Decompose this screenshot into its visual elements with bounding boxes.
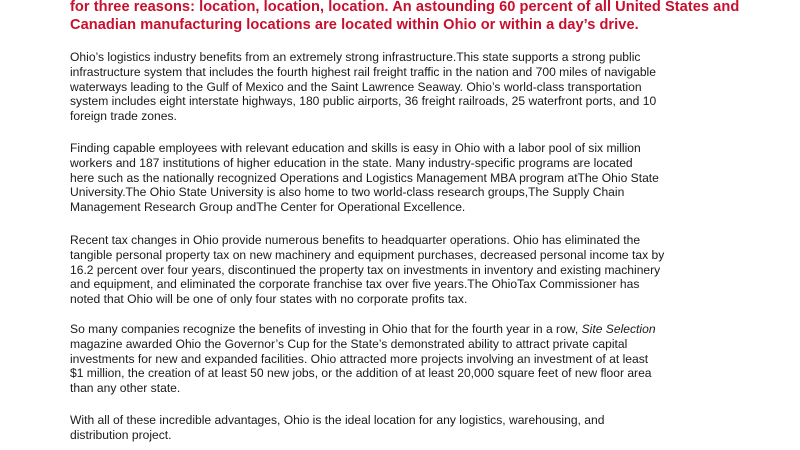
text-segment: So many companies recognize the benefits of investing in Ohio that for the fourth year in a row,	[70, 322, 582, 336]
text-line: distribution project.	[70, 427, 172, 442]
text-line: $1 million, the creation of at least 50 new jobs, or the addition of at least 20,000 square feet of new floor area	[70, 366, 652, 381]
text-line: 16.2 percent over four years, discontinued the property tax on investments in inventory and existing machinery	[70, 262, 661, 277]
text-line: With all of these incredible advantages, Ohio is the ideal location for any logistics, warehousing, and	[70, 413, 605, 427]
text-line: tangible personal property tax on new machinery and equipment purchases, decreased personal income tax by	[70, 247, 665, 262]
text-line: and equipment, and eliminated the corporate franchise tax over five years.The OhioTax Commissioner has	[70, 277, 640, 292]
paragraph-infrastructure	[70, 50, 760, 124]
text-line: foreign trade zones.	[70, 109, 177, 124]
text-line: system includes eight interstate highways, 180 public airports, 36 freight railroads, 25 waterfront ports, and 10	[70, 94, 657, 109]
text-line: University.The Ohio State University is also home to two world-class research groups,The Supply Chain	[70, 185, 625, 200]
text-line: noted that Ohio will be one of only four states with no corporate profits tax.	[70, 292, 468, 307]
text-line	[70, 322, 760, 337]
paragraph-taxes	[70, 233, 760, 307]
paragraph-workforce	[70, 141, 760, 215]
lead-line: Canadian manufacturing locations are located within Ohio or within a day’s drive.	[70, 17, 639, 33]
text-line: Finding capable employees with relevant education and skills is easy in Ohio with a labor pool of six million	[70, 141, 641, 155]
text-line: Ohio’s logistics industry benefits from an extremely strong infrastructure.This state supports a strong public	[70, 50, 641, 64]
text-line: investments for new and expanded facilities. Ohio attracted more projects involving an investment of at least	[70, 351, 649, 366]
text-line: than any other state.	[70, 381, 181, 396]
text-line: infrastructure system that includes the fourth highest rail freight traffic in the nation and 700 miles of navigable	[70, 64, 656, 79]
text-line: here such as the nationally recognized Operations and Logistics Management MBA program atThe Ohio State	[70, 170, 659, 185]
text-line: waterways leading to the Gulf of Mexico and the Saint Lawrence Seaway. Ohio’s world-class transportation	[70, 79, 642, 94]
paragraph-conclusion	[70, 413, 760, 443]
text-line: workers and 187 institutions of higher education in the state. Many industry-specific programs are located	[70, 155, 633, 170]
lead-paragraph	[70, 0, 760, 34]
paragraph-site-selection	[70, 322, 760, 396]
lead-line: for three reasons: location, location, location. An astounding 60 percent of all United States and	[70, 0, 740, 15]
text-line: magazine awarded Ohio the Governor’s Cup for the State’s demonstrated ability to attract private capital	[70, 336, 628, 351]
text-line: Recent tax changes in Ohio provide numerous benefits to headquarter operations. Ohio has eliminated the	[70, 233, 641, 247]
magazine-title: Site Selection	[581, 322, 656, 336]
text-line: Management Research Group andThe Center for Operational Excellence.	[70, 200, 466, 215]
